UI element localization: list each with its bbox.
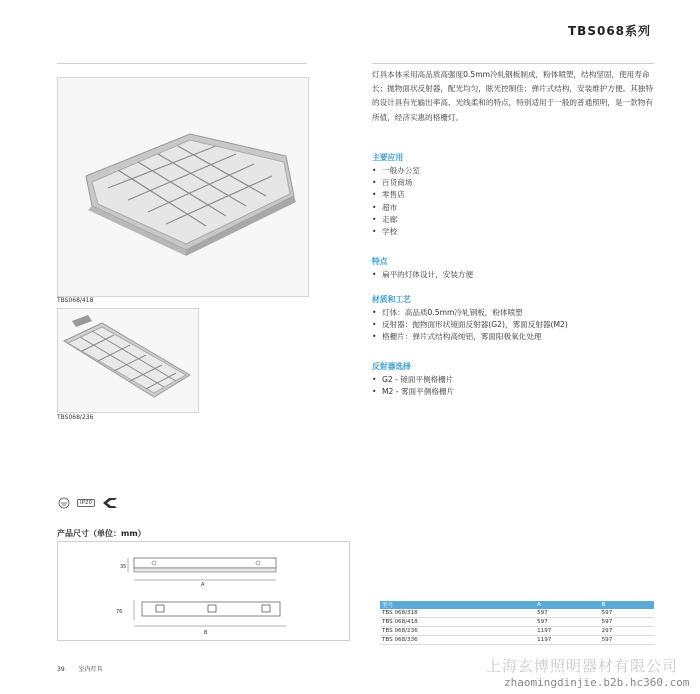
list-item: • 格栅片：弹片式结构高纯铝，雾面阳极氧化处理 — [372, 332, 542, 342]
dimensions-table — [380, 601, 654, 645]
section-reflector — [372, 361, 454, 398]
figure-caption-418: TBS068/418 — [57, 297, 94, 304]
grille-lamp-236-image — [58, 309, 198, 412]
table-cell: 597 — [535, 609, 599, 618]
table-cell: 1197 — [535, 636, 599, 645]
watermark-company: 上海玄博照明器材有限公司 — [486, 657, 679, 675]
ground-symbol-icon — [57, 497, 71, 509]
section-applications — [372, 152, 420, 238]
table-cell: 597 — [600, 618, 654, 627]
table-cell: TBS 068/318 — [380, 609, 535, 618]
right-divider — [372, 63, 654, 64]
left-divider — [57, 63, 307, 64]
label-a: A — [201, 582, 205, 588]
section-features — [372, 256, 473, 281]
list-item: • 一般办公室 — [372, 166, 420, 175]
grille-lamp-418-image — [58, 78, 308, 296]
section-title: 反射器选择 — [372, 362, 411, 371]
certification-marks — [57, 496, 119, 510]
product-photo-418 — [57, 77, 309, 297]
list-item: • 百货商场 — [372, 178, 413, 188]
table-row — [380, 627, 654, 636]
table-header: B — [600, 601, 654, 609]
table-cell: TBS 068/236 — [380, 627, 535, 636]
list-item: • 反射器：抛物面形状镜面反射器(G2)，雾面反射器(M2) — [372, 320, 568, 330]
table-cell: 297 — [600, 627, 654, 636]
series-title: TBS068系列 — [568, 24, 652, 38]
product-description — [372, 68, 657, 125]
page-number: 39 — [57, 666, 65, 673]
table-cell: 597 — [535, 618, 599, 627]
table-cell: TBS 068/336 — [380, 636, 535, 645]
table-cell: 597 — [600, 609, 654, 618]
dimensions-title: 产品尺寸（单位：mm） — [57, 529, 146, 538]
list-item: • 扁平的灯体设计，安装方便 — [372, 270, 474, 279]
table-cell: TBS 068/418 — [380, 618, 535, 627]
list-item: • G2 - 镜面平侧格栅片 — [372, 375, 454, 384]
section-title: 特点 — [372, 257, 388, 266]
description-text: 灯具本体采用高品质高强度0.5mm冷轧钢板制成，粉体喷塑，结构坚固，使用寿命长；抛物面状反射器，配光均匀，眩光控制佳；弹片式结构，安装维护方便。其独特的设计具有光输出率高、光线柔和的特点，特别适用于一般的普通照明，是一款物有所值，经济实惠的格栅灯。 — [372, 70, 653, 122]
ip-rating-badge: IP20 — [77, 499, 95, 507]
list-item: • 灯体：高品质0.5mm冷轧钢板，粉体喷塑 — [372, 308, 523, 317]
table-cell: 597 — [600, 636, 654, 645]
list-item: • 超市 — [372, 202, 398, 212]
section-title: 主要应用 — [372, 153, 404, 162]
table-header: 型号 — [380, 601, 535, 609]
table-row — [380, 609, 654, 618]
table-cell: 1197 — [535, 627, 599, 636]
list-item: • 零售店 — [372, 190, 405, 200]
ccc-mark-icon — [101, 497, 119, 509]
table-header: A — [535, 601, 599, 609]
section-title: 材质和工艺 — [372, 295, 411, 304]
footer-section: 室内灯具 — [78, 666, 103, 673]
table-header-row — [380, 601, 654, 609]
label-b: B — [204, 630, 208, 636]
label-76: 76 — [116, 609, 123, 615]
page-footer — [57, 664, 115, 673]
product-photo-236 — [57, 308, 199, 413]
section-materials — [372, 294, 568, 344]
dimension-diagram — [58, 542, 349, 640]
watermark-url: zhaomingdinjie.b2b.hc360.com — [504, 676, 690, 689]
table-row — [380, 636, 654, 645]
figure-caption-236: TBS068/236 — [57, 414, 94, 421]
label-35: 35 — [120, 564, 127, 570]
list-item: • 走廊 — [372, 214, 398, 224]
list-item: • M2 - 雾面平侧格栅片 — [372, 387, 455, 397]
list-item: • 学校 — [372, 227, 398, 237]
dimensions-drawing — [57, 541, 350, 641]
table-row — [380, 618, 654, 627]
